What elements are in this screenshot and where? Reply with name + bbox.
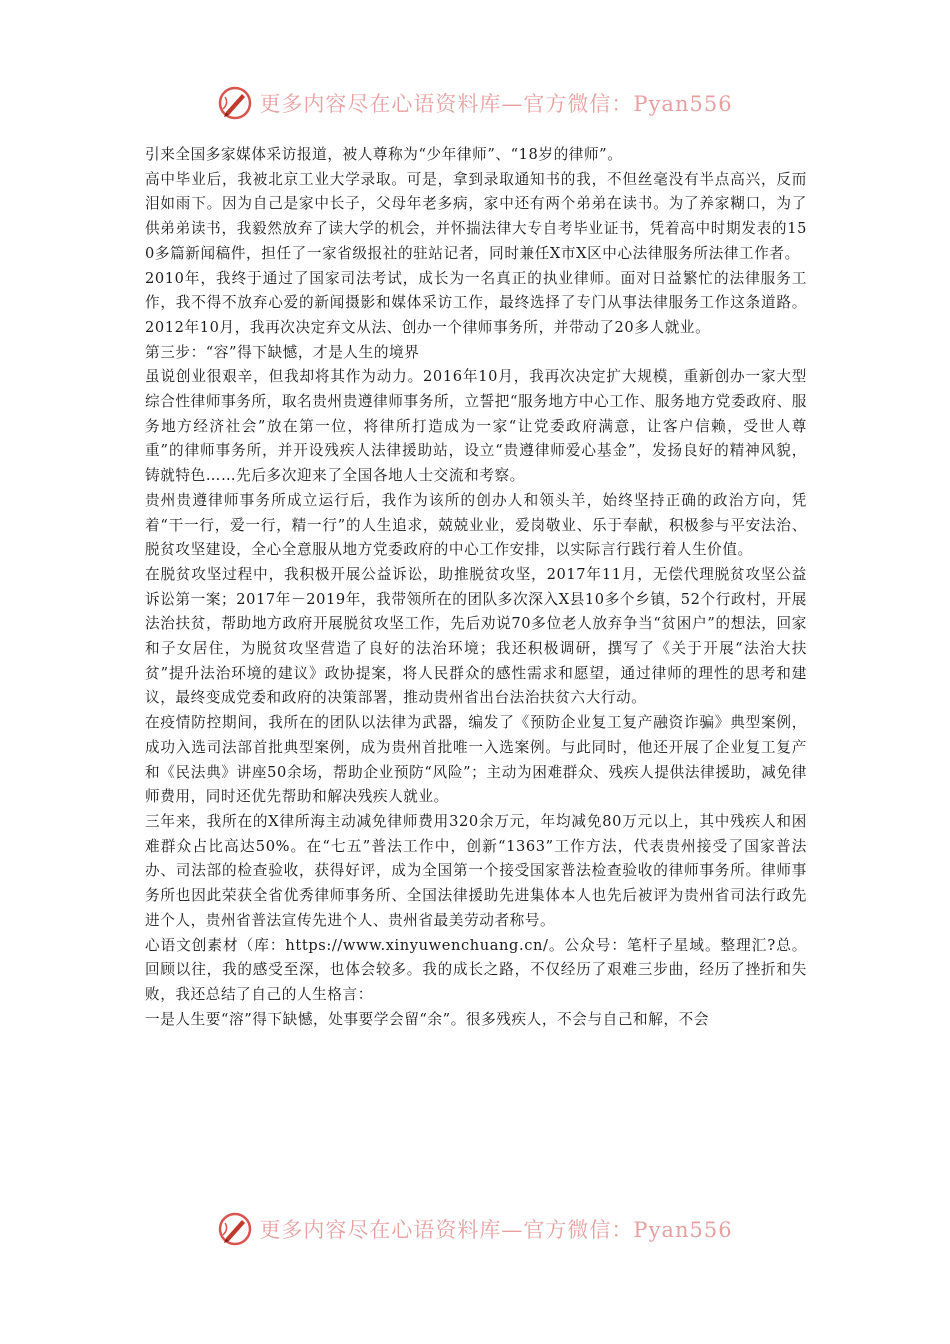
- paragraph: 引来全国多家媒体采访报道，被人尊称为“少年律师”、“18岁的律师”。: [145, 146, 623, 163]
- paragraph: 2010年，我终于通过了国家司法考试，成长为一名真正的执业律师。面对日益繁忙的法律服务工作，我不得不放弃心爱的新闻摄影和媒体采访工作，最终选择了专门从事法律服务工作这条道路。2012年10月，我再次决定弃文从法、创办一个律师事务所，并带动了20多人就业。: [145, 269, 807, 336]
- paragraph: 一是人生要“溶”得下缺憾，处事要学会留“余”。很多残疾人，不会与自己和解，不会: [145, 1010, 710, 1028]
- section-heading: 第三步：“容”得下缺憾，才是人生的境界: [145, 343, 420, 361]
- paragraph: 在疫情防控期间，我所在的团队以法律为武器，编发了《预防企业复工复产融资诈骗》典型案例，成功入选司法部首批典型案例，成为贵州首批唯一入选案例。与此同时，他还开展了企业复工复产和《民法典》讲座50余场，帮助企业预防“风险”；主动为困难群众、残疾人提供法律援助，减免律师费用，同时还优先帮助和解决残疾人就业。: [145, 714, 807, 806]
- paragraph: 三年来，我所在的X律所海主动减免律师费用320余万元，年均减免80万元以上，其中残疾人和困难群众占比高达50%。在“七五”普法工作中，创新“1363”工作方法，代表贵州接受了国家普法办、司法部的检查验收，获得好评，成为全国第一个接受国家普法检查验收的律师事务所。律师事务所也因此荣获全省优秀律师事务所、全国法律援助先进集体本人也先后被评为贵州省司法行政先进个人，贵州省普法宣传先进个人、贵州省最美劳动者称号。: [145, 812, 807, 929]
- paragraph: 虽说创业很艰辛，但我却将其作为动力。2016年10月，我再次决定扩大规模，重新创办一家大型综合性律师事务所，取名贵州贵遵律师事务所，立誓把“服务地方中心工作、服务地方党委政府、服务地方经济社会”放在第一位，将律所打造成为一家“让党委政府满意，让客户信赖，受世人尊重”的律师事务所，并开设残疾人法律援助站，设立“贵遵律师爱心基金”，发扬良好的精神风貌，铸就特色……先后多次迎来了全国各地人士交流和考察。: [145, 368, 807, 485]
- watermark-text: 更多内容尽在心语资料库—官方微信：Pyan556: [259, 92, 733, 116]
- paragraph: 心语文创素材（库：https://www.xinyuwenchuang.cn/。公众号：笔杆子星域。整理汇?总。回顾以往，我的感受至深，也体会较多。我的成长之路，不仅经历了艰难三步曲，经历了挫折和失败，我还总结了自己的人生格言：: [145, 936, 807, 1003]
- header-watermark: [0, 83, 950, 123]
- paragraph: 贵州贵遵律师事务所成立运行后，我作为该所的创办人和领头羊，始终坚持正确的政治方向，凭着“干一行，爱一行，精一行”的人生追求，兢兢业业，爱岗敬业、乐于奉献，积极参与平安法治、脱贫攻坚建设，全心全意服从地方党委政府的中心工作安排，以实际言行践行着人生价值。: [145, 491, 807, 559]
- pen-logo-icon: [217, 85, 253, 121]
- paragraph: 高中毕业后，我被北京工业大学录取。可是，拿到录取通知书的我，不但丝毫没有半点高兴，反而泪如雨下。因为自己是家中长子，父母年老多病，家中还有两个弟弟在读书。为了养家糊口，为了供弟弟读书，我毅然放弃了读大学的机会，并怀揣法律大专自考毕业证书，凭着高中时期发表的150多篇新闻稿件，担任了一家省级报社的驻站记者，同时兼任X市X区中心法律服务所法律工作者。: [145, 170, 807, 262]
- paragraph: 在脱贫攻坚过程中，我积极开展公益诉讼，助推脱贫攻坚，2017年11月，无偿代理脱贫攻坚公益诉讼第一案；2017年－2019年，我带领所在的团队多次深入X县10多个乡镇，52个行政村，开展法治扶贫，帮助地方政府开展脱贫攻坚工作，先后劝说70多位老人放弃争当“贫困户”的想法，回家和子女居住，为脱贫攻坚营造了良好的法治环境；我还积极调研，撰写了《关于开展“法治大扶贫”提升法治环境的建议》政协提案，将人民群众的感性需求和愿望，通过律师的理性的思考和建议，最终变成党委和政府的决策部署，推动贵州省出台法治扶贫六大行动。: [145, 565, 807, 707]
- pen-logo-icon: [217, 1211, 253, 1247]
- document-body: [145, 143, 807, 1032]
- footer-watermark: [0, 1209, 950, 1249]
- watermark-text: 更多内容尽在心语资料库—官方微信：Pyan556: [259, 1218, 733, 1242]
